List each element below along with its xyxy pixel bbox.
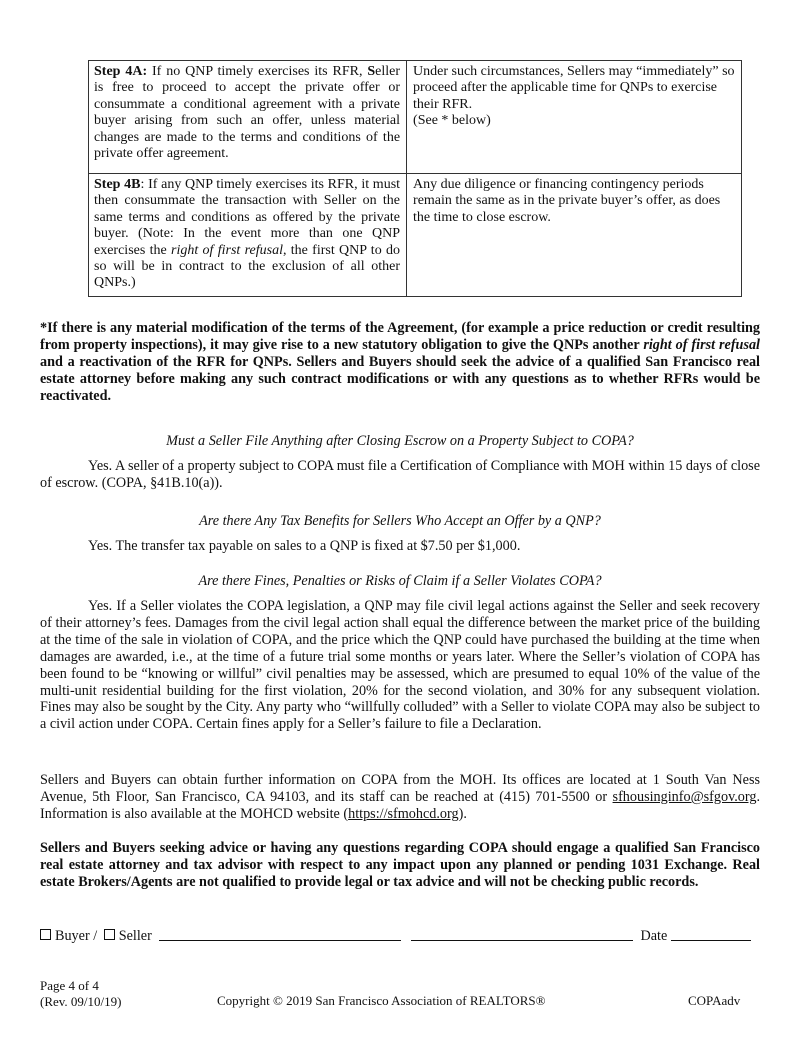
- buyer-label: Buyer /: [55, 928, 98, 944]
- contact-text-1: Sellers and Buyers can obtain further information on COPA from the MOH. Its offices are located at 1 South Van Ness Avenue, 5th Floor, San Francisco, CA 94103, and its staff can be reached at (415) 701-5500 or: [40, 772, 760, 805]
- contact-text-2: . Information is also available at the MOHCD website (: [40, 788, 760, 822]
- step-4a-text-1: If no QNP timely exercises its RFR,: [147, 64, 368, 79]
- step-4b-text-2: , the first QNP to do so will be in contract to the exclusion of all other QNPs.): [94, 242, 401, 291]
- contact-paragraph: [40, 772, 760, 823]
- section-heading-filing: Must a Seller File Anything after Closing Escrow on a Property Subject to COPA?: [166, 433, 634, 449]
- section-body-filing: Yes. A seller of a property subject to COPA must file a Certification of Compliance with MOH within 15 days of close of escrow. (COPA, §41B.10(a)).: [40, 458, 760, 491]
- asterisk-note-italic: right of first refusal: [643, 336, 760, 353]
- table-row: [89, 174, 742, 297]
- steps-table: [88, 60, 742, 297]
- step-4a-text-2: eller is free to proceed to accept the private offer or consummate a conditional agreement with a private buyer arising from such an offer, unless material changes are made to the terms and conditions of the private offer agreement.: [94, 64, 401, 162]
- step-4a-seller-initial: S: [367, 64, 376, 79]
- footer-copyright: Copyright © 2019 San Francisco Association of REALTORS®: [217, 993, 546, 1008]
- step-4b-note-text: Any due diligence or financing contingency periods remain the same as in the private buyer’s offer, as does the time to close escrow.: [413, 177, 721, 225]
- buyer-checkbox[interactable]: [40, 929, 51, 940]
- table-row: [89, 61, 742, 174]
- step-4a-note-cell: [407, 61, 742, 174]
- signature-field-1[interactable]: [159, 928, 401, 941]
- step-4b-italic-term: right of first refusal: [171, 242, 283, 258]
- step-4a-label: Step 4A:: [94, 64, 148, 79]
- step-4b-text-1: : If any QNP timely exercises its RFR, it must then consummate the transaction with Seller on the same terms and conditions as offered by the private buyer. (Note: In the event more than one QNP exercises the: [94, 177, 401, 258]
- step-4a-note-text: Under such circumstances, Sellers may “immediately” so proceed after the applicable time for QNPs to exercise their RFR.: [413, 64, 735, 112]
- section-body-tax: Yes. The transfer tax payable on sales to a QNP is fixed at $7.50 per $1,000.: [88, 538, 521, 554]
- asterisk-note-text-1: *If there is any material modification of the terms of the Agreement, (for example a price reduction or credit resulting from property inspections), it may give rise to a new statutory obligation to give the QNPs another: [40, 320, 760, 353]
- asterisk-note-text-2: and a reactivation of the RFR for QNPs. Sellers and Buyers should seek the advice of a qualified San Francisco real estate attorney before making any such contract modifications or with any questions as to whether RFRs would be reactivated.: [40, 353, 760, 404]
- seller-label: Seller: [118, 928, 152, 944]
- contact-text-3: ).: [458, 805, 467, 822]
- step-4b-note-cell: [407, 174, 742, 297]
- footer-form-code: COPAadv: [688, 993, 741, 1008]
- step-4a-cell: [89, 61, 407, 174]
- date-field[interactable]: [671, 928, 751, 941]
- footer-page-info: [40, 978, 121, 1009]
- asterisk-note: [40, 320, 760, 405]
- contact-website-link[interactable]: https://sfmohcd.org: [348, 805, 459, 822]
- section-heading-tax: Are there Any Tax Benefits for Sellers Who Accept an Offer by a QNP?: [199, 513, 601, 529]
- page-number: Page 4 of 4: [40, 978, 99, 993]
- seller-checkbox[interactable]: [104, 929, 115, 940]
- revision-date: (Rev. 09/10/19): [40, 993, 122, 1009]
- step-4b-cell: [89, 174, 407, 297]
- signature-line: [40, 928, 760, 945]
- step-4b-label: Step 4B: [94, 177, 141, 192]
- advice-paragraph: Sellers and Buyers seeking advice or having any questions regarding COPA should engage a qualified San Francisco real estate attorney and tax advisor with respect to any impact upon any planned or pending 1031 Exchange. Real estate Brokers/Agents are not qualified to provide legal or tax advice and will not be checking public records.: [40, 840, 760, 890]
- step-4a-see-below: (See * below): [413, 113, 491, 129]
- contact-email-link[interactable]: sfhousinginfo@sfgov.org: [612, 788, 757, 805]
- signature-field-2[interactable]: [411, 928, 633, 941]
- date-label: Date: [640, 928, 668, 944]
- section-heading-fines: Are there Fines, Penalties or Risks of Claim if a Seller Violates COPA?: [198, 573, 602, 589]
- section-body-fines: Yes. If a Seller violates the COPA legislation, a QNP may file civil legal actions against the Seller and seek recovery of their attorney’s fees. Damages from the civil legal action shall equal the difference between the market price of the building at the time of the sale in violation of COPA, and the price which the QNP could have purchased the building at the time when damages are awarded, i.e., at the time of a future trial some months or years later. Where the Seller’s violation of COPA has been found to be “knowing or willful” civil penalties may be assessed, which are presumed to equal 10% of the value of the multi-unit residential building for the first violation, 20% for the second violation, and 30% for any subsequent violation. Fines may also be sought by the City. Any party who “willfully colluded” with a Seller to violate COPA may also be subject to a civil action under COPA. Certain fines apply for a Seller’s failure to file a Declaration.: [40, 598, 760, 733]
